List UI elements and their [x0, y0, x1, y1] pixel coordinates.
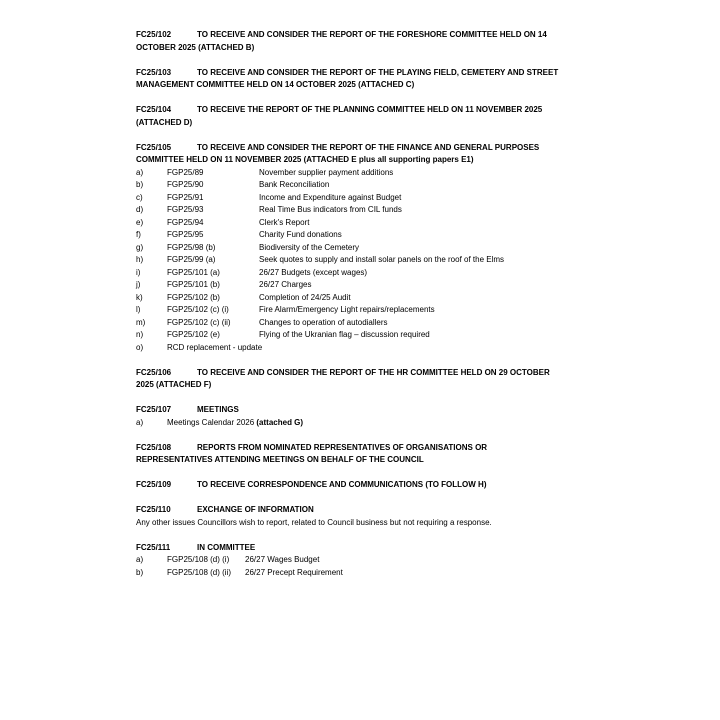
- sub-item-ref: FGP25/102 (e): [167, 330, 220, 339]
- sub-item-letter: a): [136, 417, 144, 427]
- sub-item: [136, 192, 586, 205]
- item-body: Any other issues Councillors wish to report, related to Council business but not requiring a response.: [136, 517, 492, 527]
- sub-item: [136, 554, 586, 567]
- sub-item-letter: f): [136, 230, 141, 239]
- sub-item: [136, 417, 586, 430]
- sub-item: [136, 254, 586, 267]
- agenda-item-fc25-109: [136, 479, 586, 492]
- item-title-cont: REPRESENTATIVES ATTENDING MEETINGS ON BEHALF OF THE COUNCIL: [136, 455, 424, 464]
- sub-item-ref: FGP25/102 (b): [167, 292, 220, 302]
- sub-item-text: 26/27 Budgets (except wages): [259, 267, 368, 277]
- sub-item: [136, 342, 586, 355]
- item-title-cont: 2025 (ATTACHED F): [136, 380, 212, 389]
- sub-item-list: [136, 554, 586, 579]
- sub-item-ref: FGP25/90: [167, 180, 204, 189]
- item-title: TO RECEIVE CORRESPONDENCE AND COMMUNICATIONS (TO FOLLOW H): [197, 480, 487, 489]
- item-title-cont: (ATTACHED D): [136, 117, 193, 127]
- item-title: TO RECEIVE THE REPORT OF THE PLANNING COMMITTEE HELD ON 11 NOVEMBER 2025: [197, 105, 543, 114]
- sub-item-letter: g): [136, 242, 144, 252]
- sub-item-text: RCD replacement - update: [167, 342, 263, 352]
- sub-item-ref: FGP25/102 (c) (i): [167, 305, 229, 314]
- sub-item-text: Meetings Calendar 2026: [167, 417, 257, 427]
- sub-item-text: Biodiversity of the Cemetery: [259, 242, 360, 252]
- sub-item-text: Completion of 24/25 Audit: [259, 292, 351, 302]
- sub-item-letter: i): [136, 267, 141, 277]
- sub-item: [136, 229, 586, 242]
- item-code: FC25/111: [136, 542, 171, 552]
- sub-item: [136, 292, 586, 305]
- sub-item-text: Seek quotes to supply and install solar panels on the roof of the Elms: [259, 255, 505, 264]
- sub-item: [136, 279, 586, 292]
- sub-item-text: Bank Reconciliation: [259, 180, 330, 189]
- item-code: FC25/104: [136, 105, 172, 114]
- item-title: TO RECEIVE AND CONSIDER THE REPORT OF THE HR COMMITTEE HELD ON 29 OCTOBER: [197, 367, 550, 377]
- item-code: FC25/105: [136, 142, 172, 152]
- sub-item-ref: FGP25/98 (b): [167, 242, 216, 252]
- sub-item: [136, 304, 586, 317]
- sub-item-letter: a): [136, 555, 144, 564]
- item-title: EXCHANGE OF INFORMATION: [197, 505, 314, 514]
- sub-item-text: November supplier payment additions: [259, 167, 394, 177]
- sub-item-letter: k): [136, 292, 143, 302]
- sub-item: [136, 329, 586, 342]
- sub-item-letter: b): [136, 567, 144, 577]
- sub-item-text: Real Time Bus indicators from CIL funds: [259, 205, 402, 214]
- agenda-item-fc25-105: [136, 142, 586, 355]
- sub-item: [136, 204, 586, 217]
- item-code: FC25/102: [136, 30, 172, 39]
- agenda-item-fc25-111: [136, 542, 586, 580]
- sub-item-ref: FGP25/101 (b): [167, 280, 220, 289]
- item-code: FC25/103: [136, 67, 172, 77]
- item-title: TO RECEIVE AND CONSIDER THE REPORT OF THE PLAYING FIELD, CEMETERY AND STREET: [197, 67, 559, 77]
- item-title: IN COMMITTEE: [197, 542, 256, 552]
- item-title: REPORTS FROM NOMINATED REPRESENTATIVES OF ORGANISATIONS OR: [197, 442, 488, 452]
- agenda-item-fc25-104: [136, 104, 586, 129]
- sub-item: [136, 242, 586, 255]
- item-title: TO RECEIVE AND CONSIDER THE REPORT OF THE FINANCE AND GENERAL PURPOSES: [197, 142, 540, 152]
- agenda-page: [136, 29, 586, 592]
- sub-item-text: Income and Expenditure against Budget: [259, 192, 402, 202]
- sub-item-ref: FGP25/101 (a): [167, 267, 220, 277]
- sub-item-text: Changes to operation of autodiallers: [259, 317, 388, 327]
- item-title-cont: OCTOBER 2025 (ATTACHED B): [136, 42, 255, 52]
- item-title-cont: MANAGEMENT COMMITTEE HELD ON 14 OCTOBER 2025 (ATTACHED C): [136, 80, 415, 89]
- sub-item-ref: FGP25/108 (d) (i): [167, 555, 230, 564]
- sub-item: [136, 267, 586, 280]
- item-title-cont: COMMITTEE HELD ON 11 NOVEMBER 2025 (ATTACHED E plus all supporting papers E1): [136, 155, 474, 164]
- agenda-item-fc25-102: [136, 29, 586, 54]
- item-title: TO RECEIVE AND CONSIDER THE REPORT OF THE FORESHORE COMMITTEE HELD ON 14: [197, 30, 547, 39]
- sub-item-letter: m): [136, 317, 146, 327]
- sub-item-text: Charity Fund donations: [259, 230, 342, 239]
- sub-item-attachment: (attached G): [256, 417, 304, 427]
- sub-item-letter: o): [136, 342, 144, 352]
- agenda-item-fc25-107: [136, 404, 586, 429]
- sub-item-text: 26/27 Wages Budget: [245, 555, 320, 564]
- sub-item-ref: FGP25/95: [167, 230, 204, 239]
- sub-item-text: Clerk's Report: [259, 217, 310, 227]
- sub-item-ref: FGP25/94: [167, 217, 204, 227]
- agenda-item-fc25-110: [136, 504, 586, 529]
- sub-item-text: 26/27 Precept Requirement: [245, 567, 343, 577]
- sub-item-letter: c): [136, 192, 143, 202]
- sub-item-letter: h): [136, 255, 144, 264]
- sub-item-ref: FGP25/99 (a): [167, 255, 216, 264]
- sub-item-ref: FGP25/89: [167, 167, 204, 177]
- item-code: FC25/106: [136, 367, 172, 377]
- agenda-item-fc25-108: [136, 442, 586, 467]
- sub-item-letter: d): [136, 205, 144, 214]
- item-code: FC25/107: [136, 405, 172, 414]
- sub-item-text: Fire Alarm/Emergency Light repairs/replacements: [259, 305, 435, 314]
- item-code: FC25/108: [136, 442, 172, 452]
- sub-item-ref: FGP25/108 (d) (ii): [167, 567, 232, 577]
- sub-item-letter: e): [136, 217, 144, 227]
- sub-item: [136, 217, 586, 230]
- sub-item-ref: FGP25/102 (c) (ii): [167, 317, 231, 327]
- sub-item: [136, 167, 586, 180]
- item-title: MEETINGS: [197, 405, 239, 414]
- item-code: FC25/109: [136, 480, 172, 489]
- sub-item-text: 26/27 Charges: [259, 280, 312, 289]
- sub-item-letter: j): [136, 280, 141, 289]
- sub-item: [136, 179, 586, 192]
- sub-item: [136, 567, 586, 580]
- item-code: FC25/110: [136, 505, 171, 514]
- sub-item-ref: FGP25/93: [167, 205, 204, 214]
- sub-item-list: [136, 167, 586, 342]
- sub-item-letter: n): [136, 330, 144, 339]
- sub-item-letter: a): [136, 167, 144, 177]
- sub-item: [136, 317, 586, 330]
- sub-item-ref: FGP25/91: [167, 192, 204, 202]
- agenda-item-fc25-106: [136, 367, 586, 392]
- sub-item-text: Flying of the Ukranian flag – discussion required: [259, 330, 430, 339]
- agenda-item-fc25-103: [136, 67, 586, 92]
- sub-item-letter: b): [136, 180, 144, 189]
- sub-item-letter: l): [136, 305, 141, 314]
